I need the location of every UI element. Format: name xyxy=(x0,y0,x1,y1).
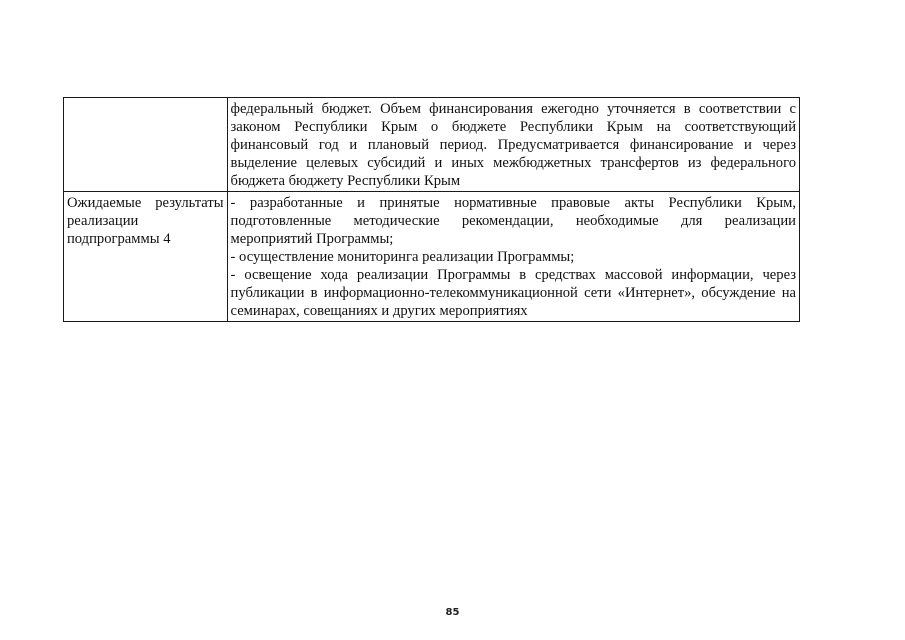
expected-results-content-cell xyxy=(227,192,799,322)
table-row xyxy=(64,192,800,322)
row1-line-2: законом Республики Крым о бюджете Республики Крым на соответствующий xyxy=(230,119,796,135)
table-row xyxy=(64,98,800,192)
results-line-3: мероприятий Программы; xyxy=(230,231,394,247)
row1-line-5: бюджета бюджету Республики Крым xyxy=(230,173,461,189)
results-line-4: - осуществление мониторинга реализации Программы; xyxy=(230,249,575,265)
results-line-1: - разработанные и принятые нормативные правовые акты Республики Крым, xyxy=(230,195,796,211)
row1-line-4: выделение целевых субсидий и иных межбюджетных трансфертов из федерального xyxy=(230,155,796,171)
expected-results-label-line-2: реализации xyxy=(67,213,139,229)
row1-line-3: финансовый год и плановый период. Предусматривается финансирование и через xyxy=(230,137,796,153)
results-line-2: подготовленные методические рекомендации, необходимые для реализации xyxy=(230,213,796,229)
row1-content-cell xyxy=(227,98,799,192)
expected-results-label-line-3: подпрограммы 4 xyxy=(67,231,171,247)
results-line-5: - освещение хода реализации Программы в средствах массовой информации, через xyxy=(230,267,796,283)
results-line-7: семинарах, совещаниях и других мероприятиях xyxy=(230,303,528,319)
page-number: 85 xyxy=(445,607,460,618)
results-line-6: публикации в информационно-телекоммуникационной сети «Интернет», обсуждение на xyxy=(230,285,796,301)
expected-results-label-line-1: Ожидаемые результаты xyxy=(67,195,224,211)
row1-label-cell xyxy=(64,98,228,192)
row1-line-1: федеральный бюджет. Объем финансирования ежегодно уточняется в соответствии с xyxy=(230,101,796,117)
passport-table xyxy=(63,97,800,322)
expected-results-label-cell xyxy=(64,192,228,322)
